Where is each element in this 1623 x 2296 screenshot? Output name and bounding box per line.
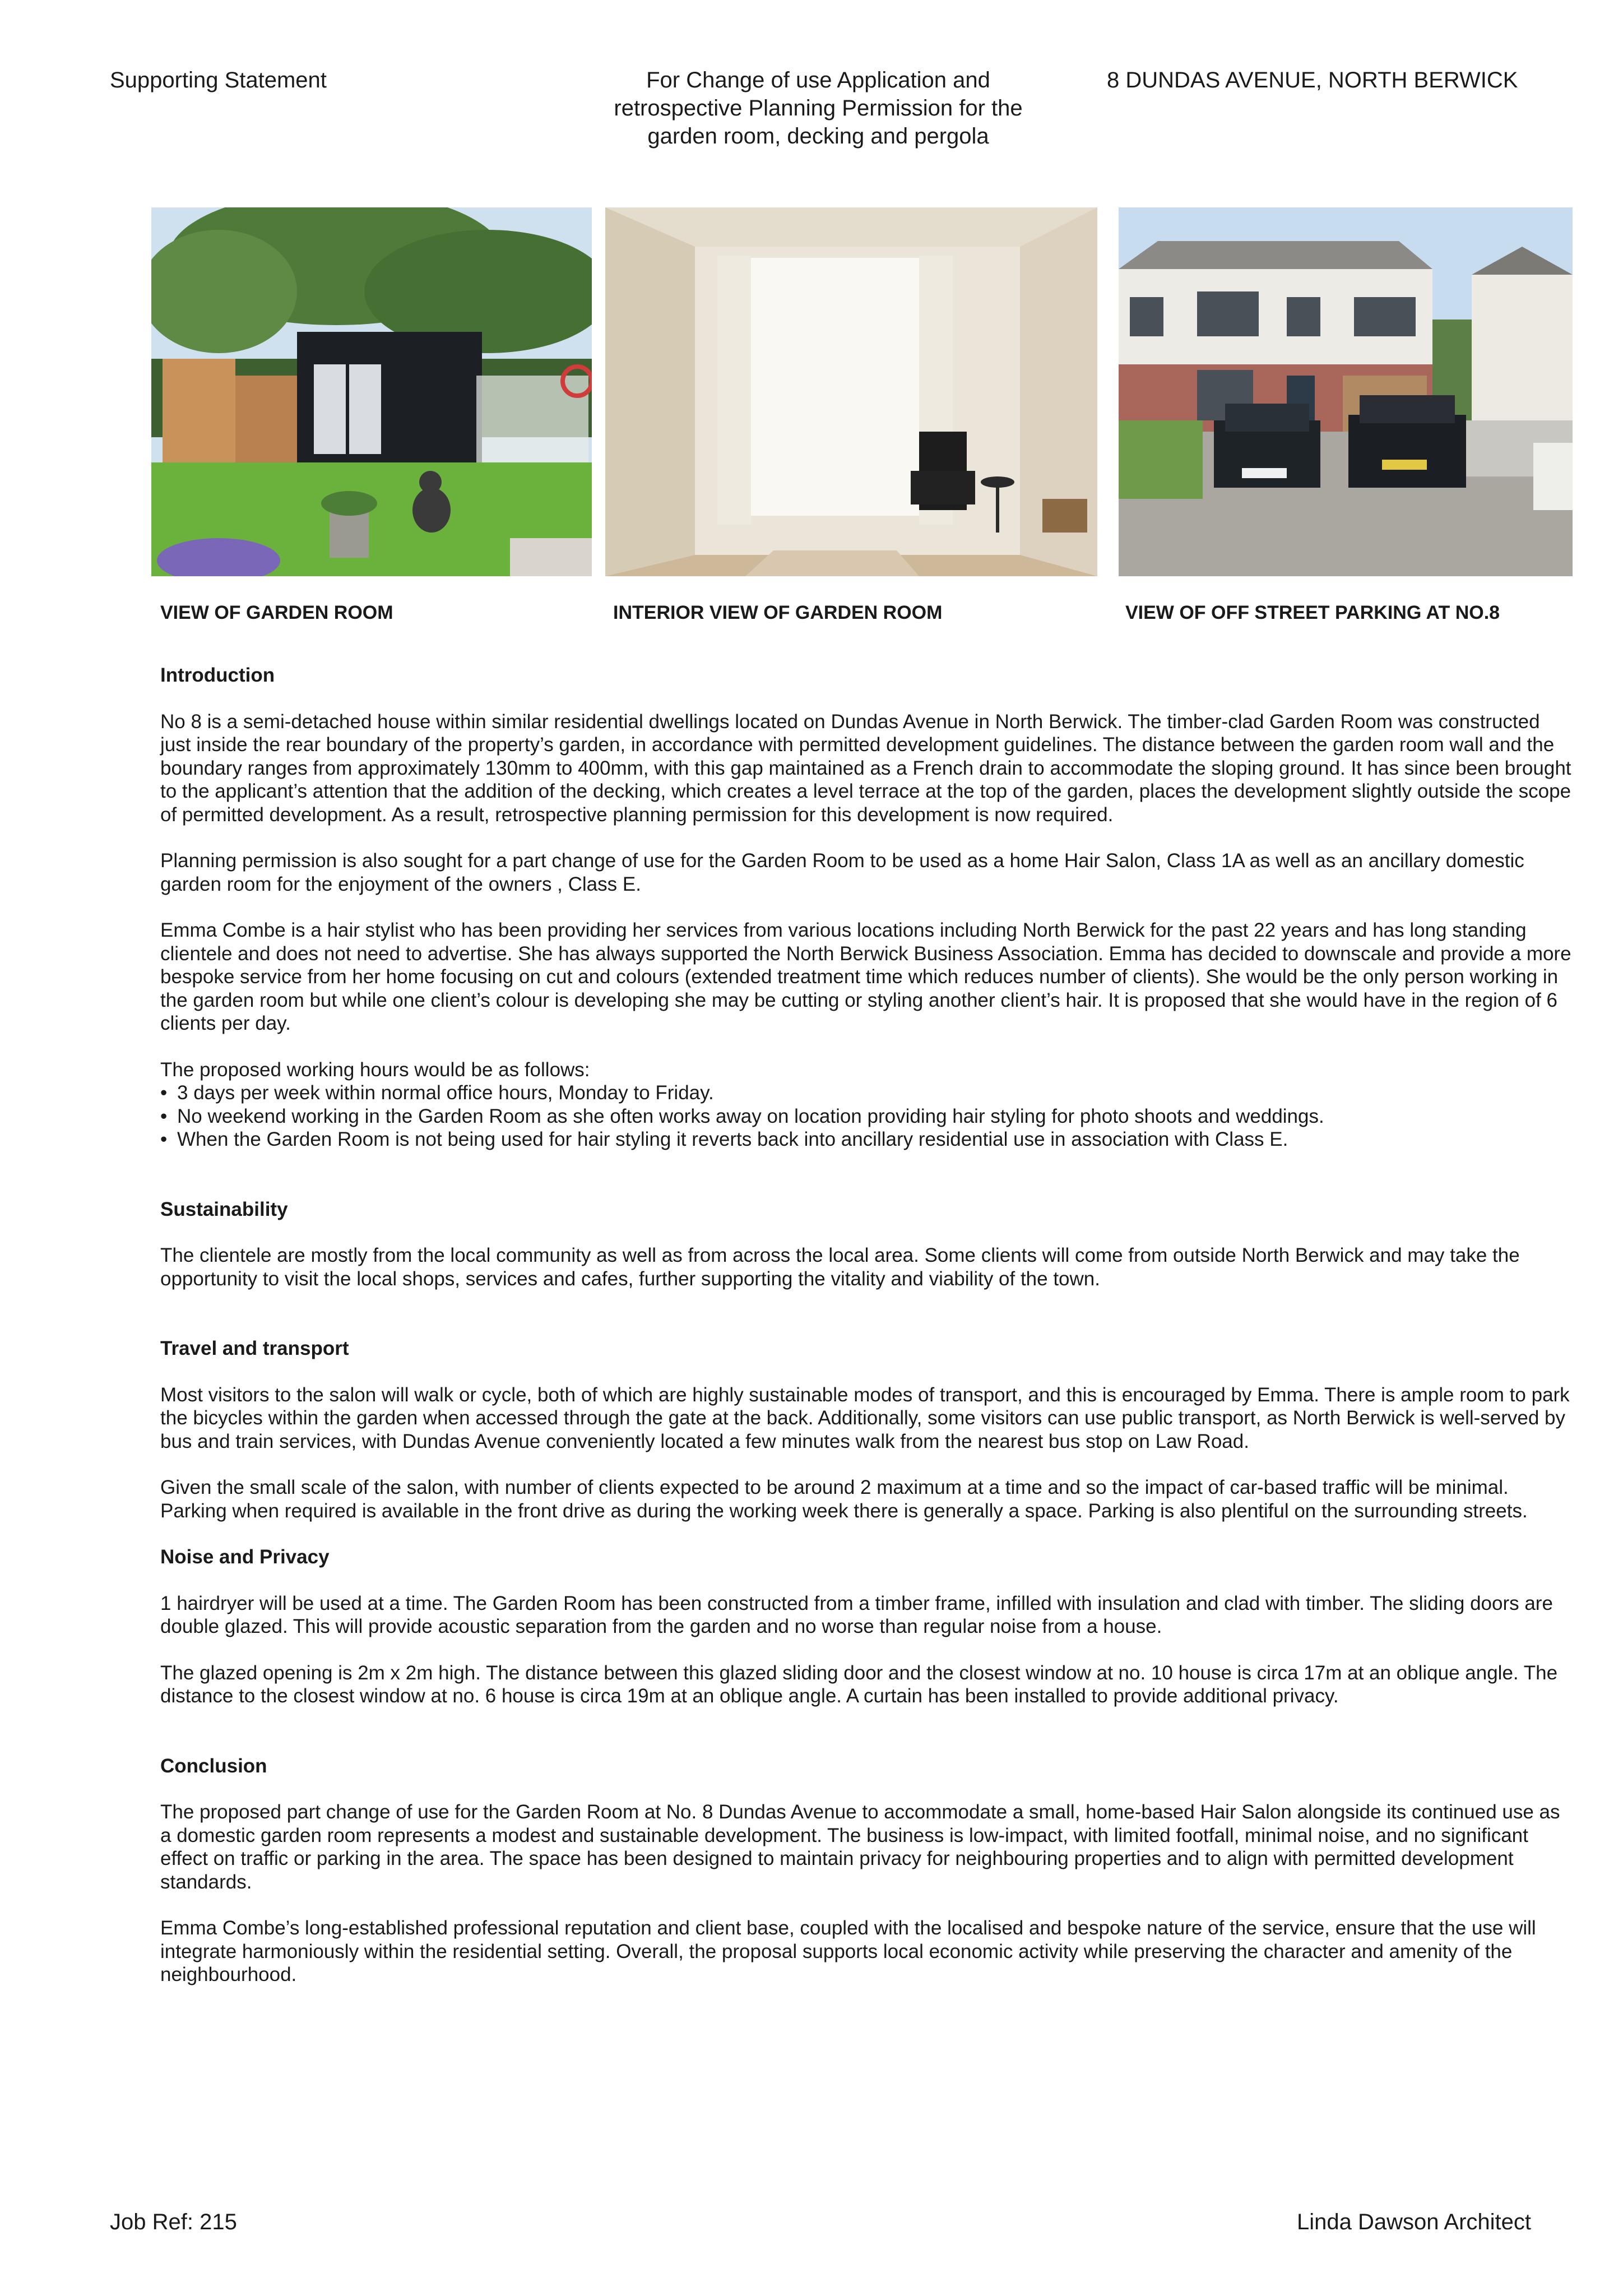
header-center-line: retrospective Planning Permission for the xyxy=(614,96,1023,121)
section-heading-noise: Noise and Privacy xyxy=(160,1546,330,1568)
list-item: • When the Garden Room is not being used for hair styling it reverts back into ancillary residential use in association with Class E. xyxy=(160,1128,1573,1151)
paragraph: No 8 is a semi-detached house within similar residential dwellings located on Dundas Avenue in North Berwick. The timber-clad Garden Room was constructed just inside the rear boundary of the property’s garden, in accordance with permitted development guidelines. The distance between the garden room wall and the boundary ranges from approximately 130mm to 400mm, with this gap maintained as a French drain to accommodate the sloping ground. It has since been brought to the applicant’s attention that the addition of the decking, which creates a level terrace at the top of the garden, places the development slightly outside the scope of permitted development. As a result, retrospective planning permission for this development is now required. xyxy=(160,710,1571,826)
header-center-line: garden room, decking and pergola xyxy=(647,124,989,149)
list-item: • 3 days per week within normal office hours, Monday to Friday. xyxy=(160,1081,1573,1105)
section-heading-introduction: Introduction xyxy=(160,664,275,686)
footer-architect: Linda Dawson Architect xyxy=(1296,2210,1531,2234)
section-heading-travel: Travel and transport xyxy=(160,1337,349,1359)
photo-caption: VIEW OF GARDEN ROOM xyxy=(160,602,393,623)
header-center-line: For Change of use Application and xyxy=(646,68,990,92)
garden-room-photo xyxy=(151,207,592,576)
section-heading-conclusion: Conclusion xyxy=(160,1755,267,1777)
paragraph: The clientele are mostly from the local community as well as from across the local area. Some clients will come from outside North Berwick and may take the opportunity to visit the local shops, services and cafes, further supporting the vitality and viability of the town. xyxy=(160,1244,1520,1290)
photo-caption: VIEW OF OFF STREET PARKING AT NO.8 xyxy=(1125,602,1500,623)
section-heading-sustainability: Sustainability xyxy=(160,1198,288,1220)
header-left: Supporting Statement xyxy=(110,68,327,92)
photo-caption: INTERIOR VIEW OF GARDEN ROOM xyxy=(613,602,943,623)
paragraph: The glazed opening is 2m x 2m high. The distance between this glazed sliding door and the closest window at no. 10 house is circa 17m at an oblique angle. The distance to the closest window at no. 6 house is circa 19m at an oblique angle. A curtain has been installed to provide additional privacy. xyxy=(160,1661,1558,1707)
parking-photo xyxy=(1119,207,1573,576)
list-item: • No weekend working in the Garden Room as she often works away on location providing hair styling for photo shoots and weddings. xyxy=(160,1105,1573,1128)
paragraph: Given the small scale of the salon, with number of clients expected to be around 2 maximum at a time and so the impact of car-based traffic will be minimal. Parking when required is available in the front drive as during the working week there is generally a space. Parking is also plentiful on the surrounding streets. xyxy=(160,1476,1528,1522)
paragraph: The proposed part change of use for the Garden Room at No. 8 Dundas Avenue to accommodate a small, home-based Hair Salon alongside its continued use as a domestic garden room represents a modest and sustainable development. The business is low-impact, with limited footfall, minimal noise, and no significant effect on traffic or parking in the area. The space has been designed to maintain privacy for neighbouring properties and to align with permitted development standards. xyxy=(160,1801,1560,1893)
paragraph: Emma Combe is a hair stylist who has been providing her services from various locations including North Berwick for the past 22 years and has long standing clientele and does not need to advertise. She has always supported the North Berwick Business Association. Emma has decided to downscale and provide a more bespoke service from her home focusing on cut and colours (extended treatment time which reduces number of clients). She would be the only person working in the garden room but while one client’s colour is developing she may be cutting or styling another client’s hair. It is proposed that she would have in the region of 6 clients per day. xyxy=(160,919,1571,1034)
header-center xyxy=(588,66,1048,150)
paragraph: Most visitors to the salon will walk or cycle, both of which are highly sustainable modes of transport, and this is encouraged by Emma. There is ample room to park the bicycles within the garden when accessed through the gate at the back. Additionally, some visitors can use public transport, as North Berwick is well-served by bus and train services, with Dundas Avenue conveniently located a few minutes walk from the nearest bus stop on Law Road. xyxy=(160,1383,1570,1452)
paragraph: 1 hairdryer will be used at a time. The Garden Room has been constructed from a timber frame, infilled with insulation and clad with timber. The sliding doors are double glazed. This will provide acoustic separation from the garden and no worse than regular noise from a house. xyxy=(160,1592,1553,1637)
paragraph: The proposed working hours would be as follows: xyxy=(160,1058,590,1081)
interior-photo xyxy=(605,207,1097,576)
footer-job-ref: Job Ref: 215 xyxy=(110,2210,237,2234)
paragraph: Emma Combe’s long-established professional reputation and client base, coupled with the localised and bespoke nature of the service, ensure that the use will integrate harmoniously within the residential setting. Overall, the proposal supports local economic activity while preserving the character and amenity of the neighbourhood. xyxy=(160,1917,1536,1985)
header-right: 8 DUNDAS AVENUE, NORTH BERWICK xyxy=(1107,68,1518,92)
document-body xyxy=(160,664,1573,1987)
working-hours-list xyxy=(160,1081,1573,1151)
paragraph: Planning permission is also sought for a part change of use for the Garden Room to be used as a home Hair Salon, Class 1A as well as an ancillary domestic garden room for the enjoyment of the owners , Class E. xyxy=(160,850,1524,895)
